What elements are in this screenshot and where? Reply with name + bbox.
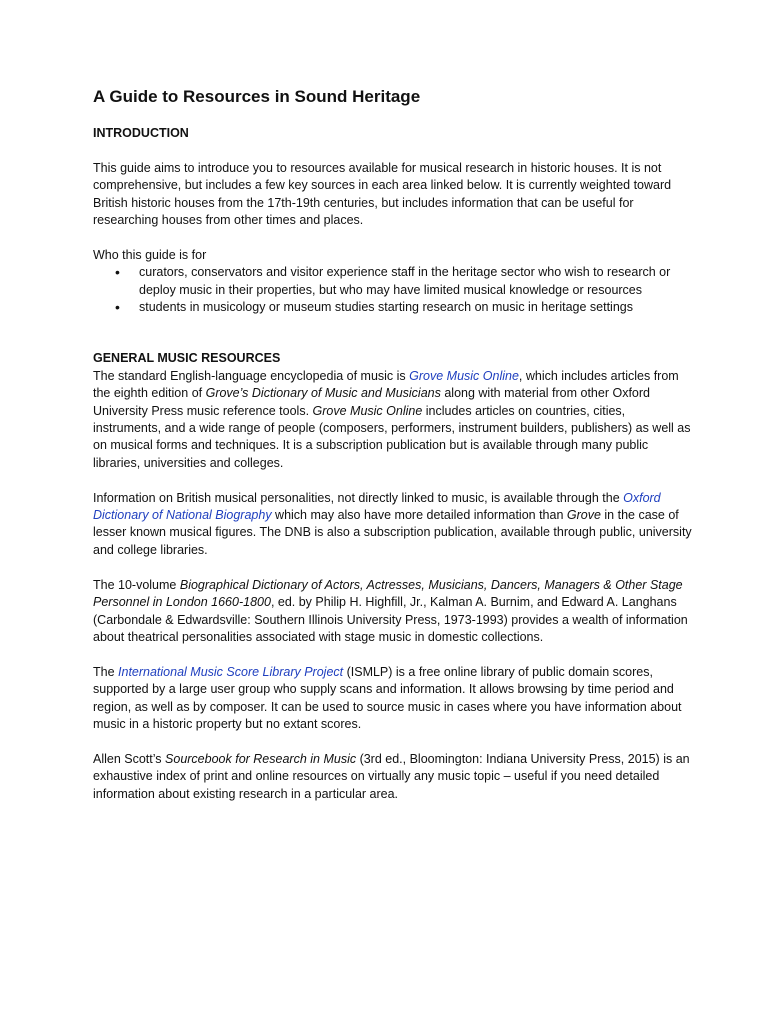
sourcebook-title: Sourcebook for Research in Music xyxy=(165,751,357,766)
scott-text-2: (3rd ed., Bloomington: Indiana University Press, 2015) is an exhaustive index of print and online resources on virtually any music topic – useful if you need detailed information about existing research in a particular area. xyxy=(93,751,690,801)
bda-text-2: , ed. by Philip H. Highfill, Jr., Kalman A. Burnim, and Edward A. Langhans (Carbondale & Edwardsville: Southern Illinois University Press, 1973-1993) provides a wealth of information about theatrical personalities associated with stage music in domestic collections. xyxy=(93,595,688,644)
document-page xyxy=(93,86,693,803)
imslp-link[interactable]: International Music Score Library Project xyxy=(118,664,344,679)
grove-short-title: Grove xyxy=(566,508,601,523)
odnb-paragraph xyxy=(93,490,693,560)
grove-music-online-title: Grove Music Online xyxy=(312,403,423,418)
groves-dictionary-title: Grove’s Dictionary of Music and Musicians xyxy=(205,386,441,401)
odnb-text-3: in the case of lesser known musical figures. The DNB is also a subscription publication, available through public, university and college libraries. xyxy=(93,508,692,557)
imslp-paragraph xyxy=(93,664,693,734)
introduction-heading: INTRODUCTION xyxy=(93,126,189,140)
audience-item-curators: • curators, conservators and visitor experience staff in the heritage sector who wish to research or deploy music in their properties, but who may have limited musical knowledge or resources xyxy=(93,264,693,299)
introduction-paragraph: This guide aims to introduce you to resources available for musical research in historic houses. It is not comprehensive, but includes a few key sources in each area linked below. It is currently weighted toward British historic houses from the 17th-19th centuries, but includes information that can be useful for researching houses from other times and places. xyxy=(93,160,672,228)
scott-text-1: Allen Scott’s xyxy=(93,751,166,766)
grove-music-online-link[interactable]: Grove Music Online xyxy=(409,368,519,383)
odnb-text-1: Information on British musical personalities, not directly linked to music, is available through the xyxy=(93,490,624,505)
document-title: A Guide to Resources in Sound Heritage xyxy=(93,87,421,106)
audience-list xyxy=(93,264,693,316)
oxford-dnb-link[interactable]: Oxford Dictionary of National Biography xyxy=(93,490,661,523)
bda-text-1: The 10-volume xyxy=(93,577,180,592)
grove-text-3: along with material from other Oxford University Press music reference tools. xyxy=(93,386,650,418)
grove-text-1: The standard English-language encyclopedia of music is xyxy=(93,368,410,383)
odnb-text-2: which may also have more detailed information than xyxy=(271,508,567,523)
biographical-dictionary-paragraph xyxy=(93,577,693,647)
general-resources-heading: GENERAL MUSIC RESOURCES xyxy=(93,351,281,366)
imslp-text-1: The xyxy=(93,664,119,679)
biographical-dictionary-title: Biographical Dictionary of Actors, Actresses, Musicians, Dancers, Managers & Other Stage Personnel in London 1660-1800 xyxy=(93,577,683,610)
grove-paragraph xyxy=(93,368,693,472)
audience-item-students: • students in musicology or museum studies starting research on music in heritage settings xyxy=(93,299,693,316)
sourcebook-paragraph xyxy=(93,751,693,803)
grove-text-4: includes articles on countries, cities, instruments, and a wide range of people (composers, performers, instrument builders, publishers) as well as on musical forms and techniques. It is a subscription publication but is available through many public libraries, universities and colleges. xyxy=(93,403,691,470)
audience-lead: Who this guide is for xyxy=(93,247,207,262)
grove-text-2: , which includes articles from the eighth edition of xyxy=(93,368,679,401)
imslp-text-2: (ISMLP) is a free online library of public domain scores, supported by a large user group who supply scans and information. It allows browsing by time period and region, as well as by composer. It can be used to source music in cases where you have information about music in a historic property but no extant scores. xyxy=(93,664,682,731)
